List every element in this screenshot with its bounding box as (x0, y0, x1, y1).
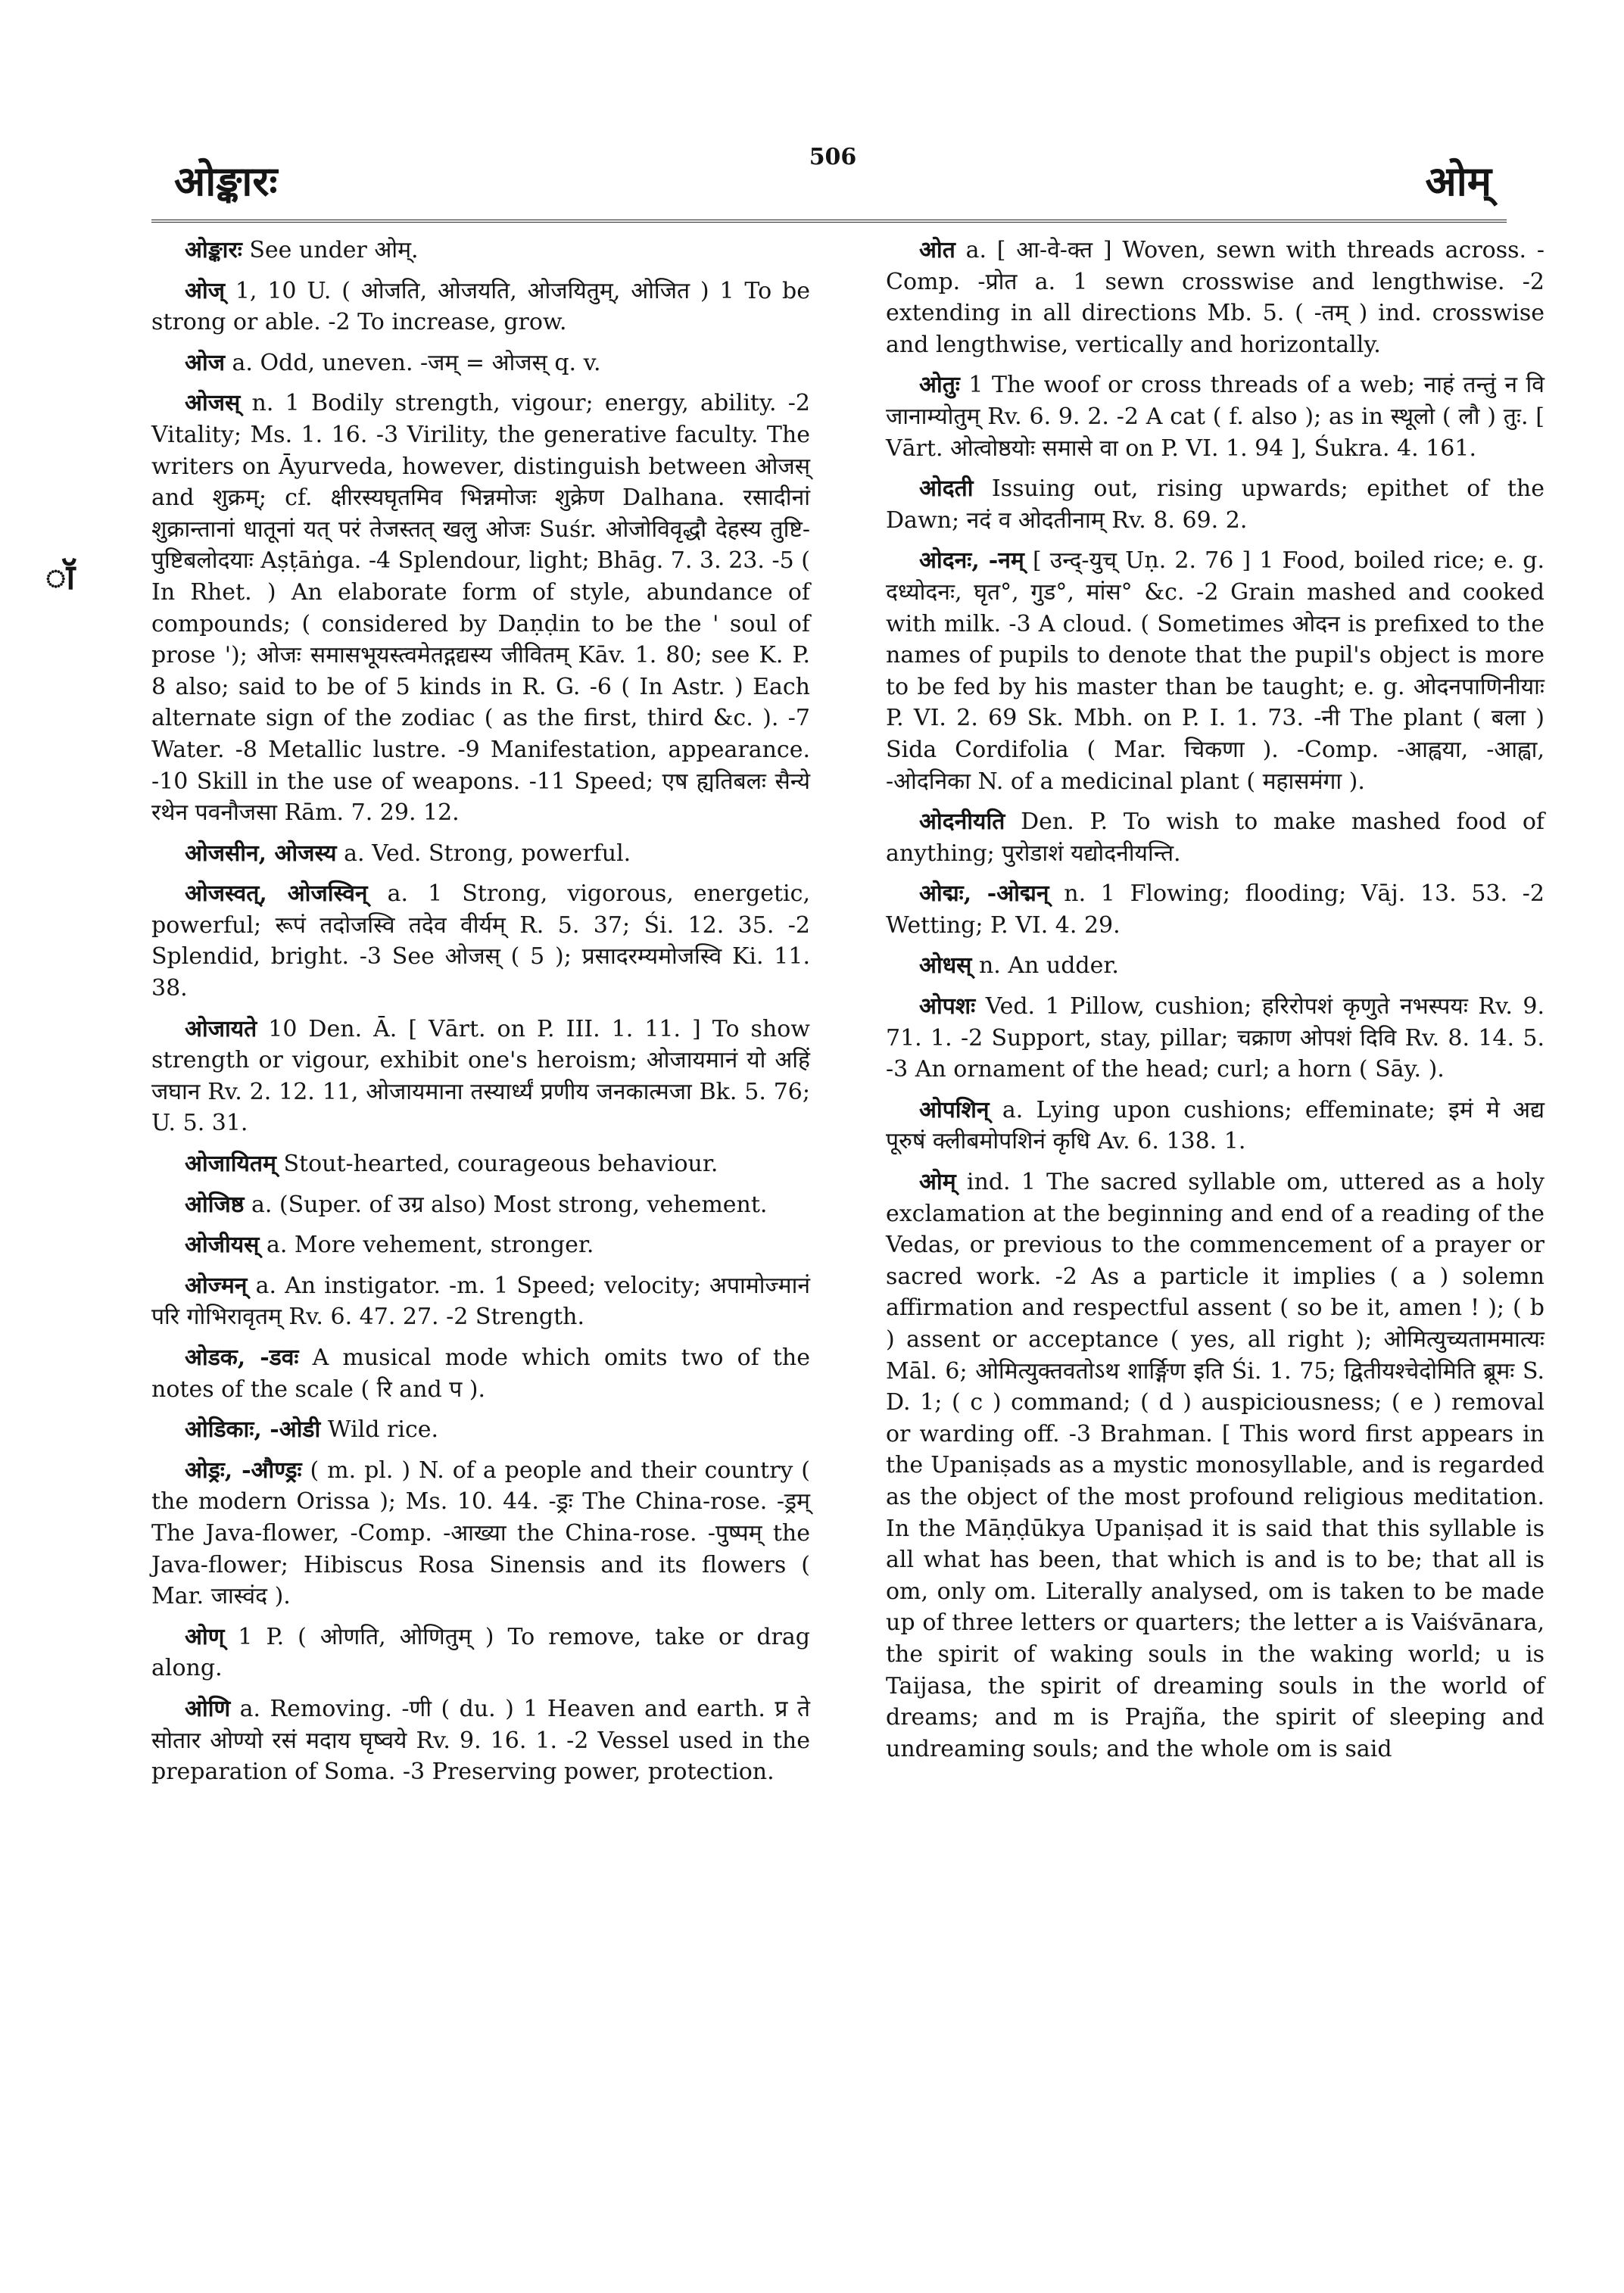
entry-headword: ओज् (185, 277, 225, 304)
entry-definition: a. Ved. Strong, powerful. (344, 840, 631, 867)
entry-headword: ओजिष्ठ (185, 1191, 245, 1218)
entry-headword: ओज (185, 349, 225, 376)
entry-headword: ओदनीयति (919, 808, 1005, 836)
right-running-headword: ओम् (1425, 157, 1492, 205)
entry-headword: ओजायितम् (185, 1151, 276, 1178)
entry-headword: ओदनः, -नम् (919, 547, 1024, 575)
dictionary-entry (886, 1167, 1545, 1765)
entry-definition: a. More vehement, stronger. (266, 1232, 594, 1259)
entry-headword: ओम् (919, 1169, 956, 1196)
entry-definition: a. (Super. of उग्र also) Most strong, vehement. (251, 1191, 768, 1218)
dictionary-entry (151, 1455, 810, 1612)
page-header (151, 136, 1507, 204)
dictionary-entry (151, 1693, 810, 1788)
dictionary-entry (886, 235, 1545, 360)
entry-definition: ( m. pl. ) N. of a people and their country ( the modern Orissa ); Ms. 10. 44. -ड्रः The China-rose. -ड्रम् The Java-flower, -Comp. -आख्या the China-rose. -पुष्पम् the Java-flower; Hibiscus Rosa Sinensis and its flowers ( Mar. जास्वंद ). (151, 1456, 810, 1610)
entry-definition: Ved. 1 Pillow, cushion; हरिरोपशं कृणुते नभस्पयः Rv. 9. 71. 1. -2 Support, stay, pillar; चक्राण ओपशं दिवि Rv. 8. 14. 5. -3 An ornament of the head; curl; a horn ( Sāy. ). (886, 993, 1545, 1083)
entry-headword: ओडिकाः, -ओडी (185, 1416, 321, 1444)
dictionary-entry (151, 1229, 810, 1261)
entry-headword: ओत (919, 237, 955, 263)
entry-headword: ओण् (185, 1623, 225, 1650)
marginal-mark: ॉ (45, 556, 76, 597)
entry-definition: n. 1 Bodily strength, vigour; energy, ability. -2 Vitality; Ms. 1. 16. -3 Virility, the generative faculty. The writers on Āyurveda, however, distinguish between ओजस् and शुक्रम्; cf. क्षीरस्यघृतमिव भिन्नमोजः शुक्रेण Dalhana. रसादीनां शुक्रान्तानां धातूनां यत् परं तेजस्तत् खलु ओजः Suśr. ओजोविवृद्धौ देहस्य तुष्टि-पुष्टिबलोदयाः Aṣṭāṅga. -4 Splendour, light; Bhāg. 7. 3. 23. -5 ( In Rhet. ) An elaborate form of style, abundance of compounds; ( considered by Daṇḍin to be the ' soul of prose '); ओजः समासभूयस्त्वमेतद्गद्यस्य जीवितम् Kāv. 1. 80; see K. P. 8 also; said to be of 5 kinds in R. G. -6 ( In Astr. ) Each alternate sign of the zodiac ( as the first, third &c. ). -7 Water. -8 Metallic lustre. -9 Manifestation, appearance. -10 Skill in the use of weapons. -11 Speed; एष ह्यतिबलः सैन्ये रथेन पवनौजसा Rām. 7. 29. 12. (151, 390, 810, 827)
entry-headword: ओड्रः, -औण्ड्रः (185, 1456, 302, 1484)
entry-headword: ओजस्वत्, ओजस्विन् (185, 880, 368, 908)
dictionary-entry (886, 1095, 1545, 1157)
entry-definition: 10 Den. Ā. [ Vārt. on P. III. 1. 11. ] To show strength or vigour, exhibit one's heroism; ओजायमानं यो अहिं जघान Rv. 2. 12. 11, ओजायमाना तस्यार्ध्यं प्रणीय जनकात्मजा Bk. 5. 76; U. 5. 31. (151, 1015, 810, 1137)
entry-headword: ओजस् (185, 390, 241, 417)
entry-headword: ओपशः (919, 993, 976, 1020)
header-rule (151, 220, 1507, 223)
entry-definition: a. [ आ-वे-क्त ] Woven, sewn with threads across. -Comp. -प्रोत a. 1 sewn crosswise and lengthwise. -2 extending in all directions Mb. 5. ( -तम् ) ind. crosswise and lengthwise, vertically and horizontally. (886, 237, 1545, 358)
dictionary-entry (151, 838, 810, 870)
dictionary-entry (151, 235, 810, 266)
entry-definition: Issuing out, rising upwards; epithet of the Dawn; नदं व ओदतीनाम् Rv. 8. 69. 2. (886, 475, 1545, 534)
entry-definition: See under ओम्. (249, 237, 419, 263)
entry-headword: ओपशिन् (919, 1096, 990, 1123)
entry-headword: ओद्मः, -ओद्मन् (919, 880, 1049, 908)
dictionary-entry (151, 1014, 810, 1139)
entry-definition: n. 1 Flowing; flooding; Vāj. 13. 53. -2 Wetting; P. VI. 4. 29. (886, 880, 1545, 939)
entry-definition: A musical mode which omits two of the notes of the scale ( रि and प ). (151, 1344, 810, 1403)
entry-definition: n. An udder. (978, 952, 1119, 980)
dictionary-entry (151, 1148, 810, 1180)
entry-definition: a. An instigator. -m. 1 Speed; velocity; अपामोज्मानं परि गोभिरावृतम् Rv. 6. 47. 27. -2 Strength. (151, 1272, 810, 1331)
dictionary-entry (886, 950, 1545, 982)
right-column (886, 235, 1545, 1774)
dictionary-entry (886, 991, 1545, 1086)
entry-definition: Den. P. To wish to make mashed food of anything; पुरोडाशं यद्योदनीयन्ति. (886, 808, 1545, 867)
dictionary-entry (151, 1622, 810, 1684)
dictionary-entry (151, 878, 810, 1004)
entry-definition: [ उन्द्-युच् Uṇ. 2. 76 ] 1 Food, boiled rice; e. g. दध्योदनः, घृत°, गुड°, मांस° &c. -2 Grain mashed and cooked with milk. -3 A cloud. ( Sometimes ओदन is prefixed to the names of pupils to denote that the pupil's object is more to be fed by his master than be taught; e. g. ओदनपाणिनीयाः P. VI. 2. 69 Sk. Mbh. on P. I. 1. 73. -नी The plant ( बला ) Sida Cordifolia ( Mar. चिकणा ). -Comp. -आह्वया, -आह्वा, -ओदनिका N. of a medicinal plant ( महासमंगा ). (886, 547, 1545, 795)
entry-definition: Stout-hearted, courageous behaviour. (283, 1151, 718, 1178)
dictionary-entry (151, 347, 810, 379)
entry-definition: 1, 10 U. ( ओजति, ओजयति, ओजयितुम्, ओजित ) 1 To be strong or able. -2 To increase, grow. (151, 277, 810, 336)
entry-headword: ओतुः (919, 372, 960, 399)
entry-headword: ओणि (185, 1695, 231, 1722)
dictionary-entry (151, 276, 810, 338)
entry-headword: ओजायते (185, 1015, 257, 1042)
entry-definition: 1 The woof or cross threads of a web; नाहं तन्तुं न वि जानाम्योतुम् Rv. 6. 9. 2. -2 A cat ( f. also ); as in स्थूलो ( लौ ) तुः. [ Vārt. ओत्वोष्ठयोः समासे वा on P. VI. 1. 94 ], Śukra. 4. 161. (886, 372, 1545, 462)
page-number: 506 (809, 144, 857, 170)
dictionary-entry (151, 1270, 810, 1333)
entry-headword: ओडक, -डवः (185, 1344, 299, 1371)
entry-definition: Wild rice. (327, 1416, 439, 1444)
dictionary-entry (151, 1414, 810, 1446)
left-running-headword: ओङ्कारः (174, 157, 278, 205)
entry-definition: a. Lying upon cushions; effeminate; इमं मे अद्य पूरुषं क्लीबमोपशिनं कृधि Av. 6. 138. 1. (886, 1096, 1545, 1155)
entry-definition: 1 P. ( ओणति, ओणितुम् ) To remove, take or drag along. (151, 1623, 810, 1682)
entry-definition: ind. 1 The sacred syllable om, uttered as a holy exclamation at the beginning and end of a reading of the Vedas, or previous to the commencement of a prayer or sacred work. -2 As a particle it implies ( a ) solemn affirmation and respectful assent ( so be it, amen ! ); ( b ) assent or acceptance ( yes, all right ); ओमित्युच्यताममात्यः Māl. 6; ओमित्युक्तवतोऽथ शार्ङ्गिण इति Śi. 1. 75; द्वितीयश्चेदोमिति ब्रूमः S. D. 1; ( c ) command; ( d ) auspiciousness; ( e ) removal or warding off. -3 Brahman. [ This word first appears in the Upaniṣads as a mystic monosyllable, and is regarded as the object of the most profound religious meditation. In the Māṇḍūkya Upaniṣad it is said that this syllable is all what has been, that which is and is to be; that all is om, only om. Literally analysed, om is taken to be made up of three letters or quarters; the letter a is Vaiśvānara, the spirit of waking souls in the waking world; u is Taijasa, the spirit of dreaming souls in the world of dreams; and m is Prajña, the spirit of sleeping and undreaming souls; and the whole om is said (886, 1169, 1545, 1762)
dictionary-entry (886, 473, 1545, 536)
dictionary-entry (151, 388, 810, 828)
entry-headword: ओज्मन् (185, 1272, 248, 1299)
entry-headword: ओजसीन, ओजस्य (185, 840, 337, 867)
entry-headword: ओङ्कारः (185, 237, 242, 263)
dictionary-entry (151, 1342, 810, 1405)
entry-headword: ओधस् (919, 952, 972, 980)
left-column (151, 235, 810, 1797)
dictionary-entry (886, 878, 1545, 941)
dictionary-entry (151, 1189, 810, 1221)
dictionary-entry (886, 806, 1545, 869)
entry-definition: a. 1 Strong, vigorous, energetic, powerful; रूपं तदोजस्वि तदेव वीर्यम् R. 5. 37; Śi. 12. 35. -2 Splendid, bright. -3 See ओजस् ( 5 ); प्रसादरम्यमोजस्वि Ki. 11. 38. (151, 880, 810, 1002)
dictionary-entry (886, 545, 1545, 797)
entry-definition: a. Odd, uneven. -जम् = ओजस् q. v. (232, 349, 601, 376)
entry-definition: a. Removing. -णी ( du. ) 1 Heaven and earth. प्र ते सोतार ओण्यो रसं मदाय घृष्वये Rv. 9. 16. 1. -2 Vessel used in the preparation of Soma. -3 Preserving power, protection. (151, 1695, 810, 1786)
entry-headword: ओजीयस् (185, 1232, 260, 1259)
entry-headword: ओदती (919, 475, 974, 503)
dictionary-entry (886, 369, 1545, 464)
